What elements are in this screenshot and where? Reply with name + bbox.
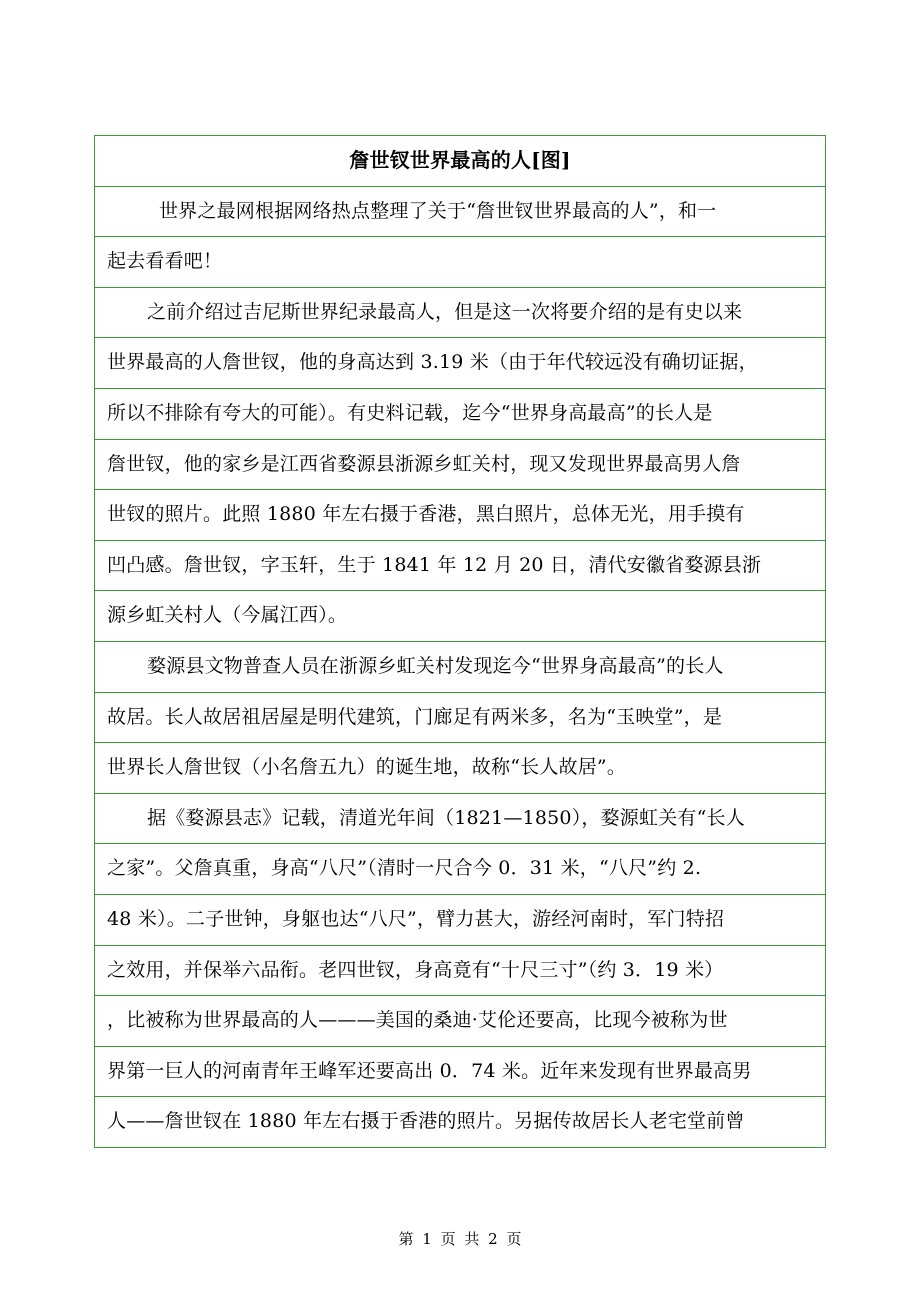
text-row	[95, 692, 826, 743]
text-row	[95, 743, 826, 794]
text-row	[95, 1046, 826, 1097]
text-row	[95, 287, 826, 338]
text-row	[95, 591, 826, 642]
text-line: 之前介绍过吉尼斯世界纪录最高人，但是这一次将要介绍的是有史以来	[95, 287, 826, 338]
text-line: 世界长人詹世钗（小名詹五九）的诞生地，故称“长人故居”。	[95, 743, 826, 794]
text-line: 48 米）。二子世钟，身躯也达“八尺”，臂力甚大，游经河南时，军门特招	[95, 894, 826, 945]
text-row	[95, 793, 826, 844]
text-line: 之效用，并保举六品衔。老四世钗，身高竟有“十尺三寸”（约 3．19 米）	[95, 945, 826, 996]
document-title: 詹世钗世界最高的人[图]	[95, 136, 826, 187]
text-line: 界第一巨人的河南青年王峰军还要高出 0．74 米。近年来发现有世界最高男	[95, 1046, 826, 1097]
page-footer: 第 1 页 共 2 页	[398, 1230, 522, 1248]
text-line: 起去看看吧！	[95, 237, 826, 288]
text-line: 世钗的照片。此照 1880 年左右摄于香港，黑白照片，总体无光，用手摸有	[95, 490, 826, 541]
text-row	[95, 540, 826, 591]
text-line: 之家”。父詹真重，身高“八尺”（清时一尺合今 0．31 米，“八尺”约 2.	[95, 844, 826, 895]
text-row	[95, 338, 826, 389]
text-line: 据《婺源县志》记载，清道光年间（1821—1850），婺源虹关有“长人	[95, 793, 826, 844]
text-row	[95, 186, 826, 237]
text-line: 世界最高的人詹世钗，他的身高达到 3.19 米（由于年代较远没有确切证据，	[95, 338, 826, 389]
text-row	[95, 1097, 826, 1148]
text-line: 源乡虹关村人（今属江西）。	[95, 591, 826, 642]
text-line: 故居。长人故居祖居屋是明代建筑，门廊足有两米多，名为“玉映堂”，是	[95, 692, 826, 743]
text-line: 所以不排除有夸大的可能）。有史料记载，迄今“世界身高最高”的长人是	[95, 388, 826, 439]
text-row	[95, 490, 826, 541]
text-line: 世界之最网根据网络热点整理了关于“詹世钗世界最高的人”，和一	[95, 186, 826, 237]
text-line: 詹世钗，他的家乡是江西省婺源县浙源乡虹关村，现又发现世界最高男人詹	[95, 439, 826, 490]
text-row	[95, 996, 826, 1047]
text-line: 人——詹世钗在 1880 年左右摄于香港的照片。另据传故居长人老宅堂前曾	[95, 1097, 826, 1148]
text-row	[95, 237, 826, 288]
text-line: 婺源县文物普查人员在浙源乡虹关村发现迄今“世界身高最高”的长人	[95, 641, 826, 692]
text-row	[95, 439, 826, 490]
document-table	[94, 135, 826, 1148]
text-line: 凹凸感。詹世钗，字玉轩，生于 1841 年 12 月 20 日，清代安徽省婺源县浙	[95, 540, 826, 591]
text-row	[95, 641, 826, 692]
text-row	[95, 844, 826, 895]
title-row	[95, 136, 826, 187]
text-row	[95, 894, 826, 945]
text-row	[95, 945, 826, 996]
text-row	[95, 388, 826, 439]
text-line: ，比被称为世界最高的人———美国的桑迪·艾伦还要高，比现今被称为世	[95, 996, 826, 1047]
